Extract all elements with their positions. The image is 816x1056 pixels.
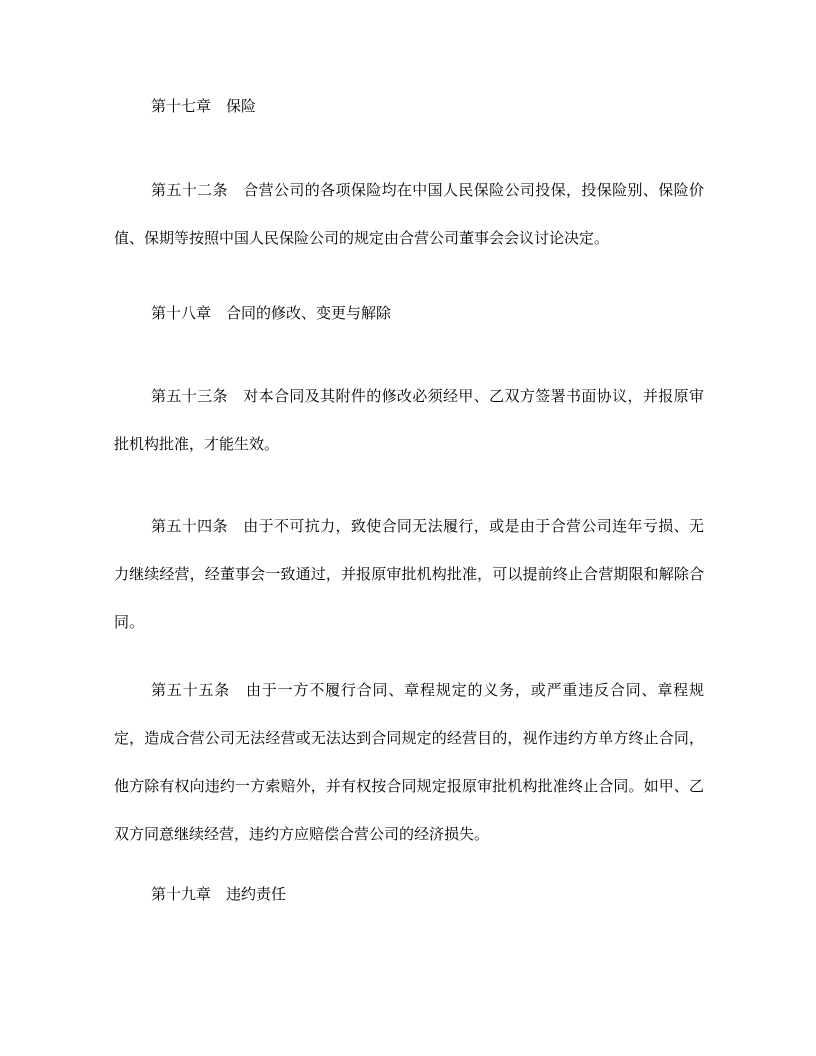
chapter-19-heading: 第十九章 违约责任 — [151, 885, 287, 903]
article-55-paragraph: 第五十五条 由于一方不履行合同、章程规定的义务，或严重违反合同、章程规定，造成合营公司无法经营或无法达到合同规定的经营目的，视作违约方单方终止合同，他方除有权向违约一方索赔外，并有权按合同规定报原审批机构批准终止合同。如甲、乙双方同意继续经营，违约方应赔偿合营公司的经济损失。 — [114, 681, 704, 843]
chapter-18-heading: 第十八章 合同的修改、变更与解除 — [151, 304, 392, 322]
article-54-paragraph: 第五十四条 由于不可抗力，致使合同无法履行，或是由于合营公司连年亏损、无力继续经营，经董事会一致通过，并报原审批机构批准，可以提前终止合营期限和解除合同。 — [114, 517, 704, 631]
chapter-17-heading: 第十七章 保险 — [151, 97, 257, 115]
article-53-paragraph: 第五十三条 对本合同及其附件的修改必须经甲、乙双方签署书面协议，并报原审批机构批准，才能生效。 — [114, 387, 704, 453]
article-52-paragraph: 第五十二条 合营公司的各项保险均在中国人民保险公司投保，投保险别、保险价值、保期等按照中国人民保险公司的规定由合营公司董事会会议讨论决定。 — [114, 181, 704, 247]
